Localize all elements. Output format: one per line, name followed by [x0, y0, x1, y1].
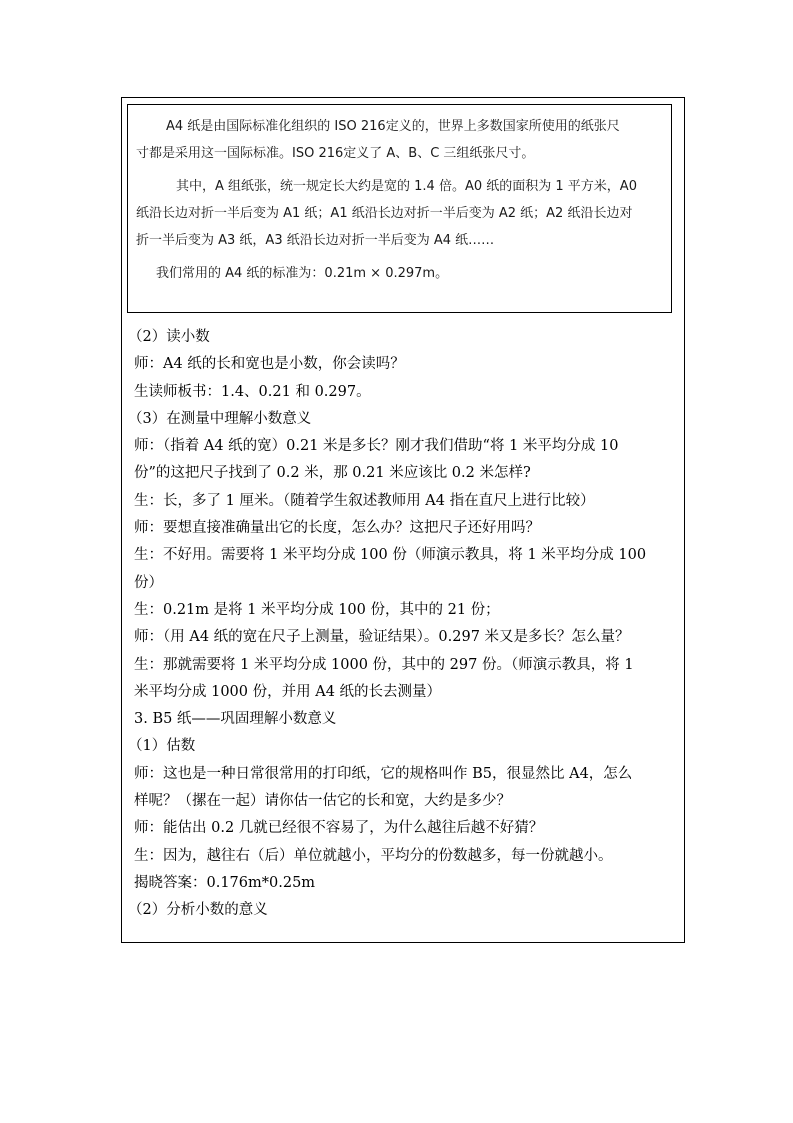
info-para3: 我们常用的 A4 纸的标准为：0.21m × 0.297m。: [156, 266, 449, 281]
section-heading-b5: 3. B5 纸——巩固理解小数意义: [134, 711, 337, 728]
dialogue-line: 份”的这把尺子找到了 0.2 米，那 0.21 米应该比 0.2 米怎样?: [134, 465, 531, 482]
dialogue-line: 生：长，多了 1 厘米。（随着学生叙述教师用 A4 指在直尺上进行比较）: [134, 492, 595, 509]
dialogue-line: 师：这也是一种日常很常用的打印纸，它的规格叫作 B5，很显然比 A4，怎么: [134, 765, 633, 782]
info-para1-line1: A4 纸是由国际标准化组织的 ISO 216定义的，世界上多数国家所使用的纸张尺: [166, 119, 620, 134]
lesson-content: [128, 324, 680, 925]
dialogue-line: 生读师板书：1.4、0.21 和 0.297。: [134, 383, 371, 400]
answer-line: 揭晓答案：0.176m*0.25m: [134, 874, 316, 891]
section-heading-read-decimals: （2）读小数: [128, 329, 210, 345]
dialogue-line: 师：（用 A4 纸的宽在尺子上测量，验证结果）。0.297 米又是多长？怎么量？: [134, 629, 630, 646]
dialogue-line: 师：要想直接准确量出它的长度，怎么办？这把尺子还好用吗？: [134, 520, 540, 537]
dialogue-line: 样呢？（摞在一起）请你估一估它的长和宽，大约是多少？: [134, 793, 511, 810]
dialogue-line: 生：那就需要将 1 米平均分成 1000 份，其中的 297 份。（师演示教具，将 1: [134, 656, 634, 673]
dialogue-line: 生：因为，越往右（后）单位就越小，平均分的份数越多，每一份就越小。: [134, 847, 613, 864]
info-para1-line2: 寸都是采用这一国际标准。ISO 216定义了 A、B、C 三组纸张尺寸。: [136, 146, 535, 161]
dialogue-line: 生：不好用。需要将 1 米平均分成 100 份（师演示教具，将 1 米平均分成 100: [134, 547, 647, 564]
dialogue-line: 师：A4 纸的长和宽也是小数，你会读吗？: [134, 356, 405, 373]
section-heading-measure: （3）在测量中理解小数意义: [128, 410, 312, 427]
dialogue-line: 米平均分成 1000 份，并用 A4 纸的长去测量）: [134, 683, 442, 700]
dialogue-line: 份）: [134, 574, 163, 591]
dialogue-line: 师：能估出 0.2 几就已经很不容易了，为什么越往后越不好猜？: [134, 820, 544, 837]
info-para2-line1: 其中，A 组纸张，统一规定长大约是宽的 1.4 倍。A0 纸的面积为 1 平方米，A0: [176, 179, 637, 194]
section-heading-analyze: （2）分析小数的意义: [128, 902, 268, 919]
info-para2-line2: 纸沿长边对折一半后变为 A1 纸；A1 纸沿长边对折一半后变为 A2 纸；A2 纸沿长边对: [136, 206, 633, 221]
a4-info-box: [127, 104, 672, 313]
info-para2-line3: 折一半后变为 A3 纸，A3 纸沿长边对折一半后变为 A4 纸……: [136, 233, 495, 248]
dialogue-line: 生：0.21m 是将 1 米平均分成 100 份，其中的 21 份；: [134, 601, 500, 618]
section-heading-estimate: （1）估数: [128, 738, 196, 755]
dialogue-line: 师：（指着 A4 纸的宽）0.21 米是多长？刚才我们借助“将 1 米平均分成 10: [134, 438, 619, 455]
